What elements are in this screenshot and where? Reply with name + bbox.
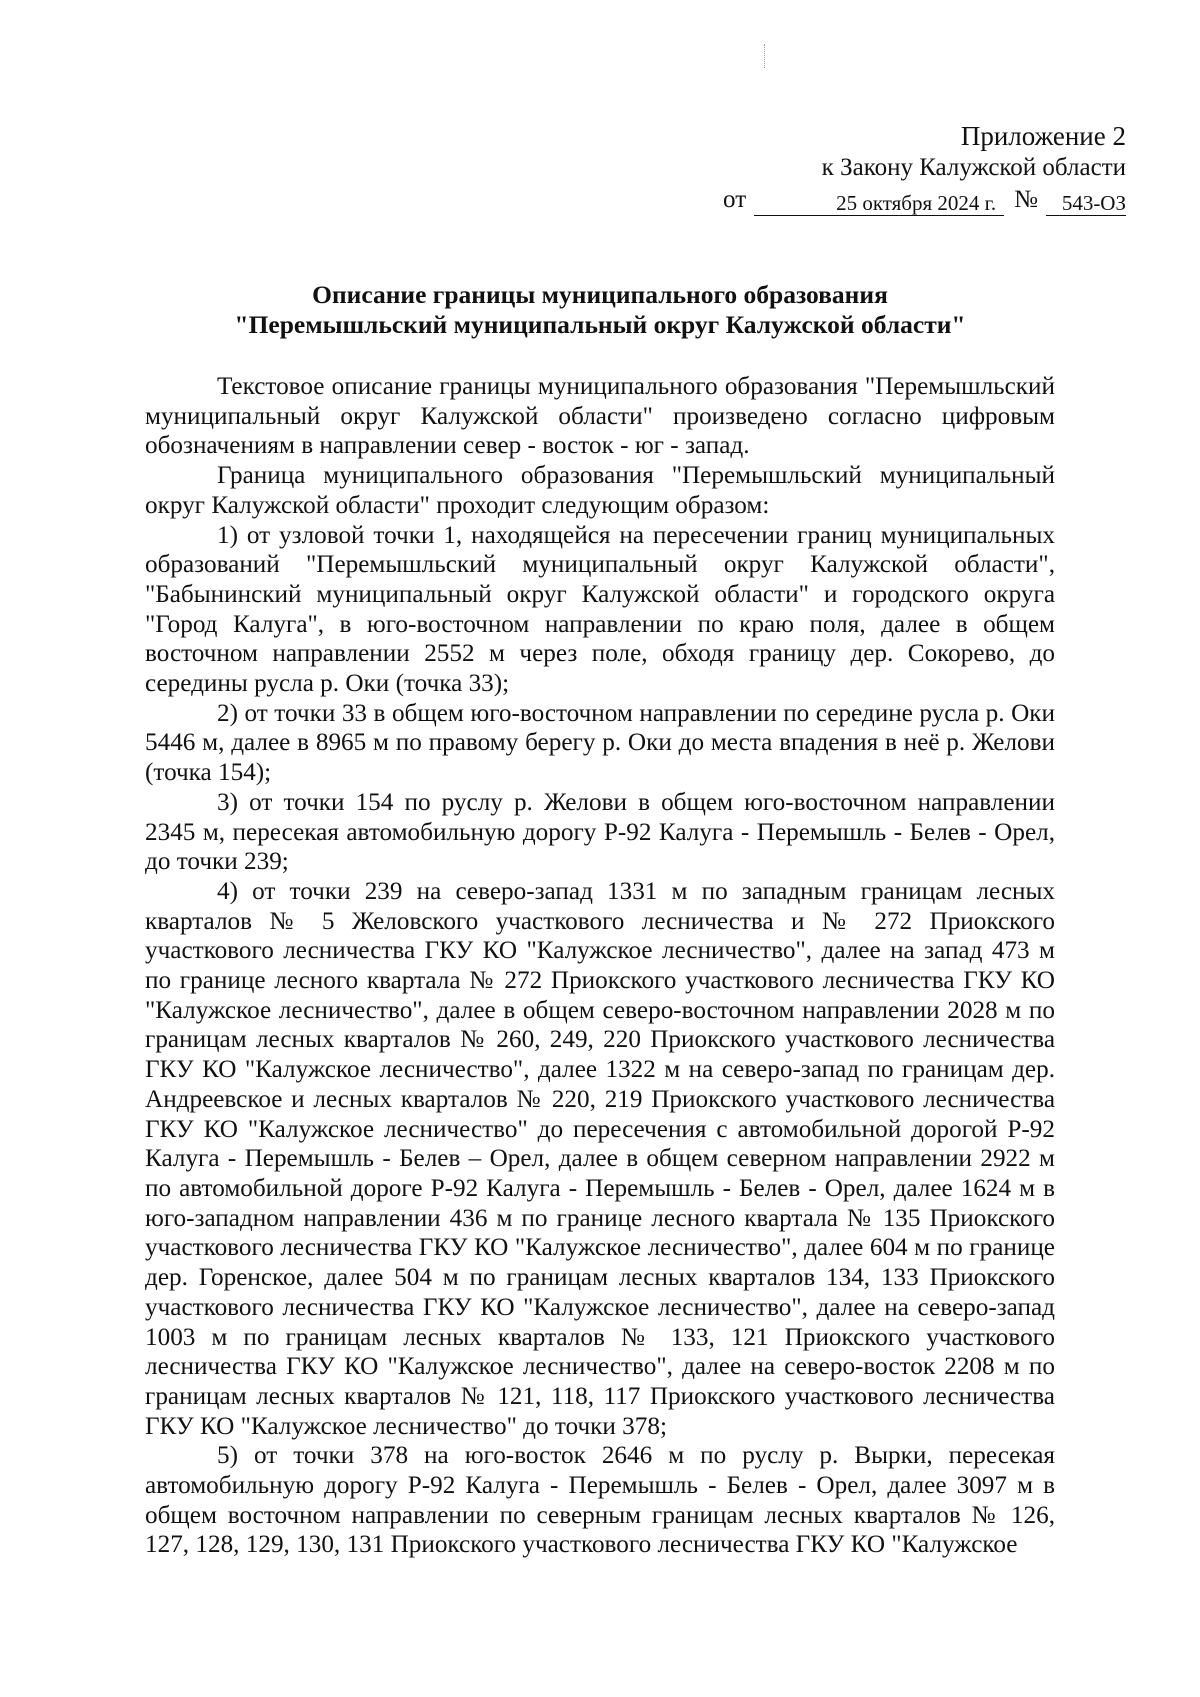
paragraph-item-5: 5) от точки 378 на юго-восток 2646 м по руслу р. Вырки, пересекая автомобильную дорогу Р-92 Калуга - Перемышль - Белев - Орел, далее 3097 м в общем восточном направлении по северным границам лесных кварталов № 126, 127, 128, 129, 130, 131 Приокского участкового лесничества ГКУ КО "Калужское	[145, 1442, 1055, 1559]
attachment-date-line	[606, 184, 1126, 216]
paragraph-intro: Текстовое описание границы муниципального образования "Перемышльский муниципальный округ Калужской области" произведено согласно цифровым обозначениям в направлении север - восток - юг - запад.	[145, 373, 1055, 460]
document-title-line2: "Перемышльский муниципальный округ Калужской области"	[234, 310, 966, 339]
attachment-number: 543-ОЗ	[1046, 191, 1126, 216]
paragraph-item-3: 3) от точки 154 по руслу р. Желови в общем юго-восточном направлении 2345 м, пересекая автомобильную дорогу Р-92 Калуга - Перемышль - Белев - Орел, до точки 239;	[145, 788, 1055, 876]
paragraph-item-2: 2) от точки 33 в общем юго-восточном направлении по середине русла р. Оки 5446 м, далее в 8965 м по правому берегу р. Оки до места впадения в неё р. Желови (точка 154);	[145, 699, 1055, 787]
attachment-header	[606, 120, 1126, 216]
scan-artifact-mark	[764, 44, 766, 68]
attachment-from-label: от	[723, 186, 747, 213]
document-title-line1: Описание границы муниципального образования	[312, 280, 888, 309]
document-title	[145, 280, 1055, 340]
paragraph-item-1: 1) от узловой точки 1, находящейся на пересечении границ муниципальных образований "Перемышльский муниципальный округ Калужской области", "Бабынинский муниципальный округ Калужской области" и городского округа "Город Калуга", в юго-восточном направлении по краю поля, далее в общем восточном направлении 2552 м через поле, обходя границу дер. Сокорево, до середины русла р. Оки (точка 33);	[145, 521, 1055, 698]
paragraph-item-4: 4) от точки 239 на северо-запад 1331 м по западным границам лесных кварталов № 5 Желовского участкового лесничества и № 272 Приокского участкового лесничества ГКУ КО "Калужское лесничество", далее на запад 473 м по границе лесного квартала № 272 Приокского участкового лесничества ГКУ КО "Калужское лесничество", далее в общем северо-восточном направлении 2028 м по границам лесных кварталов № 260, 249, 220 Приокского участкового лесничества ГКУ КО "Калужское лесничество", далее 1322 м на северо-запад по границам дер. Андреевское и лесных кварталов № 220, 219 Приокского участкового лесничества ГКУ КО "Калужское лесничество" до пересечения с автомобильной дорогой Р-92 Калуга - Перемышль - Белев – Орел, далее в общем северном направлении 2922 м по автомобильной дороге Р-92 Калуга - Перемышль - Белев - Орел, далее 1624 м в юго-западном направлении 436 м по границе лесного квартала № 135 Приокского участкового лесничества ГКУ КО "Калужское лесничество", далее 604 м по границе дер. Горенское, далее 504 м по границам лесных кварталов 134, 133 Приокского участкового лесничества ГКУ КО "Калужское лесничество", далее на северо-запад 1003 м по границам лесных кварталов № 133, 121 Приокского участкового лесничества ГКУ КО "Калужское лесничество", далее на северо-восток 2208 м по границам лесных кварталов № 121, 118, 117 Приокского участкового лесничества ГКУ КО "Калужское лесничество" до точки 378;	[145, 877, 1055, 1440]
paragraph-boundary-lead: Граница муниципального образования "Перемышльский муниципальный округ Калужской области" проходит следующим образом:	[145, 462, 1055, 519]
attachment-law: к Закону Калужской области	[821, 154, 1126, 181]
attachment-title: Приложение 2	[960, 121, 1126, 151]
attachment-number-label: №	[1014, 186, 1038, 213]
document-body	[145, 372, 1055, 1560]
attachment-date: 25 октября 2024 г.	[754, 191, 1004, 216]
